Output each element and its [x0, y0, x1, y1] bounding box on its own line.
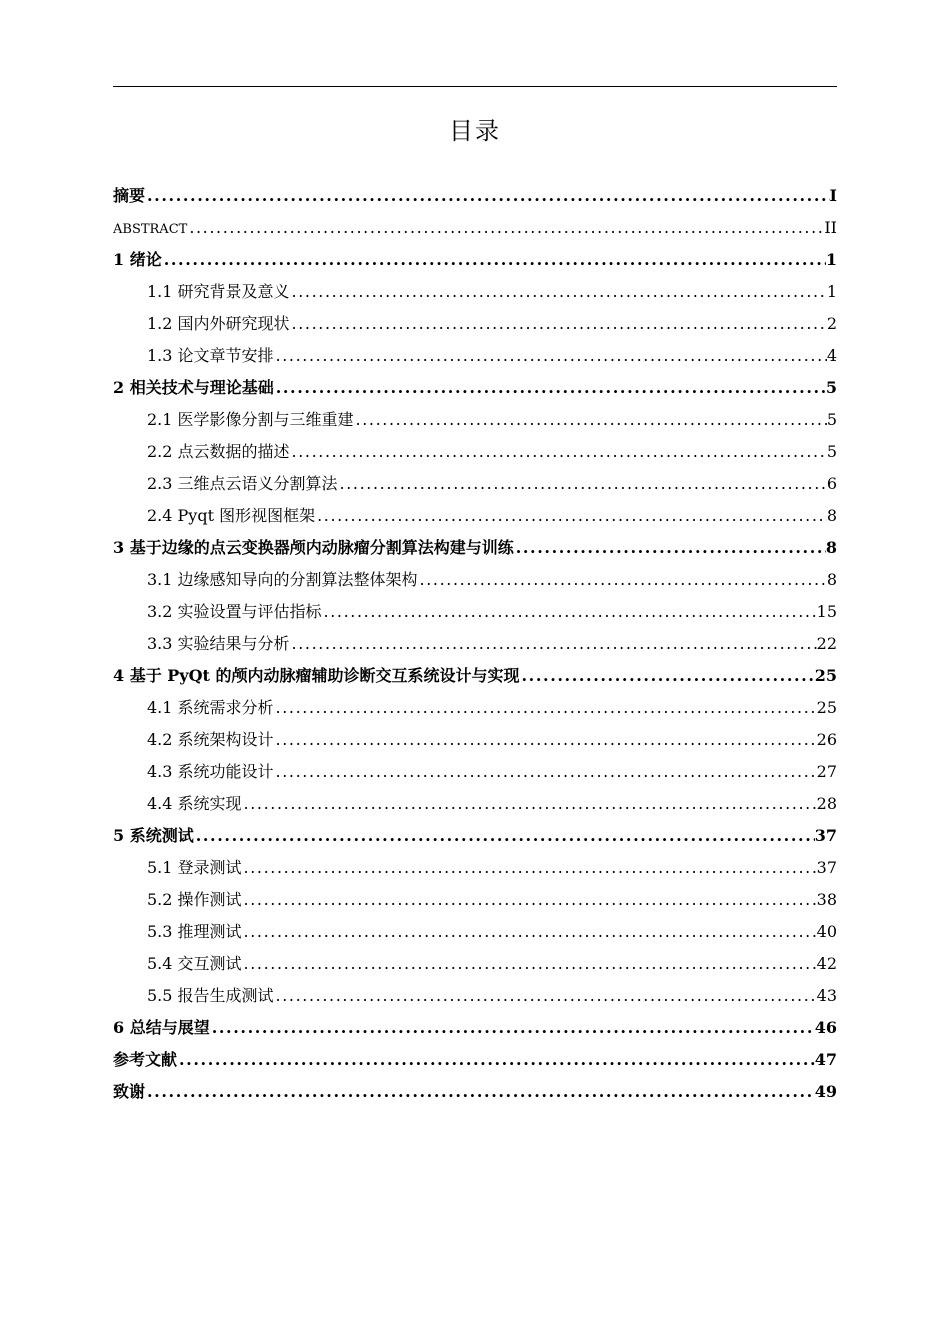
- toc-entry-title: 1.1 研究背景及意义: [147, 282, 290, 301]
- toc-leader-dots: [162, 244, 826, 276]
- toc-entry-page-number: 46: [814, 1018, 837, 1037]
- toc-entry-page-number: 37: [816, 858, 837, 877]
- toc-entry-title: 2.1 医学影像分割与三维重建: [147, 410, 354, 429]
- toc-entry-title: 5.4 交互测试: [147, 954, 242, 973]
- toc-entry-title: 3.1 边缘感知导向的分割算法整体架构: [147, 570, 418, 589]
- toc-entry-title: 5.5 报告生成测试: [147, 986, 274, 1005]
- toc-entry-page-number: 25: [816, 698, 837, 717]
- toc-leader-dots: [194, 820, 815, 852]
- toc-entry-title: 3 基于边缘的点云变换器颅内动脉瘤分割算法构建与训练: [113, 538, 514, 557]
- table-of-contents: [113, 180, 837, 1108]
- toc-entry-title: 摘要: [113, 186, 146, 205]
- toc-entry-page-number: 27: [816, 762, 837, 781]
- toc-entry-title: 4 基于 PyQt 的颅内动脉瘤辅助诊断交互系统设计与实现: [113, 666, 520, 685]
- toc-entry[interactable]: [113, 404, 837, 436]
- toc-entry-title: 4.1 系统需求分析: [147, 698, 274, 717]
- toc-entry[interactable]: [113, 628, 837, 660]
- toc-entry[interactable]: [113, 372, 837, 404]
- toc-entry-title: 1.2 国内外研究现状: [147, 314, 290, 333]
- toc-entry-page-number: 38: [816, 890, 837, 909]
- toc-entry[interactable]: [113, 852, 837, 884]
- toc-entry-page-number: 37: [814, 826, 837, 845]
- toc-entry-title: 1 绪论: [113, 250, 162, 269]
- toc-entry[interactable]: [113, 340, 837, 372]
- toc-leader-dots: [242, 852, 817, 884]
- toc-leader-dots: [338, 468, 827, 500]
- toc-entry[interactable]: [113, 820, 837, 852]
- toc-leader-dots: [242, 948, 817, 980]
- toc-entry-page-number: 47: [814, 1050, 837, 1069]
- toc-entry[interactable]: [113, 692, 837, 724]
- toc-leader-dots: [274, 340, 827, 372]
- toc-leader-dots: [315, 500, 827, 532]
- toc-entry-page-number: 5: [825, 378, 837, 397]
- toc-entry[interactable]: [113, 564, 837, 596]
- toc-leader-dots: [514, 532, 826, 564]
- toc-entry[interactable]: [113, 884, 837, 916]
- toc-entry-page-number: 22: [816, 634, 837, 653]
- toc-leader-dots: [274, 372, 826, 404]
- toc-leader-dots: [177, 1044, 815, 1076]
- toc-leader-dots: [520, 660, 815, 692]
- toc-leader-dots: [290, 436, 827, 468]
- toc-leader-dots: [290, 276, 827, 308]
- toc-entry-title: 3.3 实验结果与分析: [147, 634, 290, 653]
- toc-entry-title: 3.2 实验设置与评估指标: [147, 602, 322, 621]
- toc-leader-dots: [242, 788, 817, 820]
- toc-entry-page-number: 4: [826, 346, 837, 365]
- toc-entry-page-number: II: [824, 218, 837, 237]
- toc-entry-title: 2.2 点云数据的描述: [147, 442, 290, 461]
- toc-leader-dots: [354, 404, 827, 436]
- toc-leader-dots: [242, 884, 817, 916]
- toc-entry-title: 5.1 登录测试: [147, 858, 242, 877]
- toc-entry-title: 4.4 系统实现: [147, 794, 242, 813]
- toc-entry[interactable]: [113, 276, 837, 308]
- toc-leader-dots: [290, 308, 827, 340]
- toc-leader-dots: [418, 564, 827, 596]
- toc-entry-page-number: 1: [825, 250, 837, 269]
- toc-entry-title: 4.3 系统功能设计: [147, 762, 274, 781]
- toc-entry[interactable]: [113, 916, 837, 948]
- toc-entry-page-number: 8: [826, 570, 837, 589]
- toc-entry-title: 5.2 操作测试: [147, 890, 242, 909]
- toc-title: 目录: [449, 117, 501, 145]
- toc-entry[interactable]: [113, 244, 837, 276]
- toc-leader-dots: [322, 596, 817, 628]
- toc-entry-page-number: 43: [816, 986, 837, 1005]
- toc-entry-title: 4.2 系统架构设计: [147, 730, 274, 749]
- toc-leader-dots: [242, 916, 817, 948]
- toc-entry-page-number: 1: [826, 282, 837, 301]
- toc-leader-dots: [145, 180, 830, 212]
- toc-entry[interactable]: [113, 1076, 837, 1108]
- toc-entry-page-number: 5: [826, 410, 837, 429]
- toc-entry[interactable]: [113, 308, 837, 340]
- toc-entry[interactable]: [113, 1012, 837, 1044]
- toc-entry-title: 2 相关技术与理论基础: [113, 378, 274, 397]
- toc-entry-title: 5 系统测试: [113, 826, 194, 845]
- toc-leader-dots: [274, 692, 817, 724]
- toc-entry[interactable]: [113, 948, 837, 980]
- toc-entry[interactable]: [113, 724, 837, 756]
- toc-entry[interactable]: [113, 532, 837, 564]
- toc-leader-dots: [274, 756, 817, 788]
- toc-leader-dots: [210, 1012, 815, 1044]
- toc-entry[interactable]: [113, 660, 837, 692]
- toc-entry-page-number: I: [829, 186, 837, 205]
- toc-entry-title: ABSTRACT: [113, 222, 188, 237]
- toc-entry[interactable]: [113, 212, 837, 244]
- toc-entry-title: 致谢: [113, 1082, 146, 1101]
- toc-entry-title: 6 总结与展望: [113, 1018, 210, 1037]
- toc-entry-title: 参考文献: [113, 1050, 178, 1069]
- toc-entry-title: 1.3 论文章节安排: [147, 346, 274, 365]
- toc-entry[interactable]: [113, 468, 837, 500]
- toc-entry-title: 5.3 推理测试: [147, 922, 242, 941]
- toc-entry[interactable]: [113, 980, 837, 1012]
- toc-leader-dots: [187, 212, 824, 244]
- toc-entry[interactable]: [113, 1044, 837, 1076]
- toc-leader-dots: [145, 1076, 815, 1108]
- header-rule: [113, 86, 837, 87]
- toc-entry-page-number: 5: [826, 442, 837, 461]
- toc-entry-page-number: 8: [825, 538, 837, 557]
- toc-entry-page-number: 26: [816, 730, 837, 749]
- toc-entry[interactable]: [113, 596, 837, 628]
- toc-entry-page-number: 49: [814, 1082, 837, 1101]
- toc-entry-page-number: 40: [816, 922, 837, 941]
- toc-leader-dots: [274, 980, 817, 1012]
- toc-entry[interactable]: [113, 500, 837, 532]
- toc-entry[interactable]: [113, 436, 837, 468]
- toc-entry-page-number: 8: [826, 506, 837, 525]
- toc-leader-dots: [290, 628, 817, 660]
- toc-entry-page-number: 15: [816, 602, 837, 621]
- toc-entry[interactable]: [113, 180, 837, 212]
- toc-entry[interactable]: [113, 756, 837, 788]
- toc-entry-title: 2.3 三维点云语义分割算法: [147, 474, 338, 493]
- toc-entry-page-number: 6: [826, 474, 837, 493]
- toc-entry-page-number: 28: [816, 794, 837, 813]
- toc-leader-dots: [274, 724, 817, 756]
- toc-entry-title: 2.4 Pyqt 图形视图框架: [147, 506, 316, 525]
- toc-entry-page-number: 25: [814, 666, 837, 685]
- toc-entry-page-number: 42: [816, 954, 837, 973]
- toc-entry-page-number: 2: [826, 314, 837, 333]
- toc-entry[interactable]: [113, 788, 837, 820]
